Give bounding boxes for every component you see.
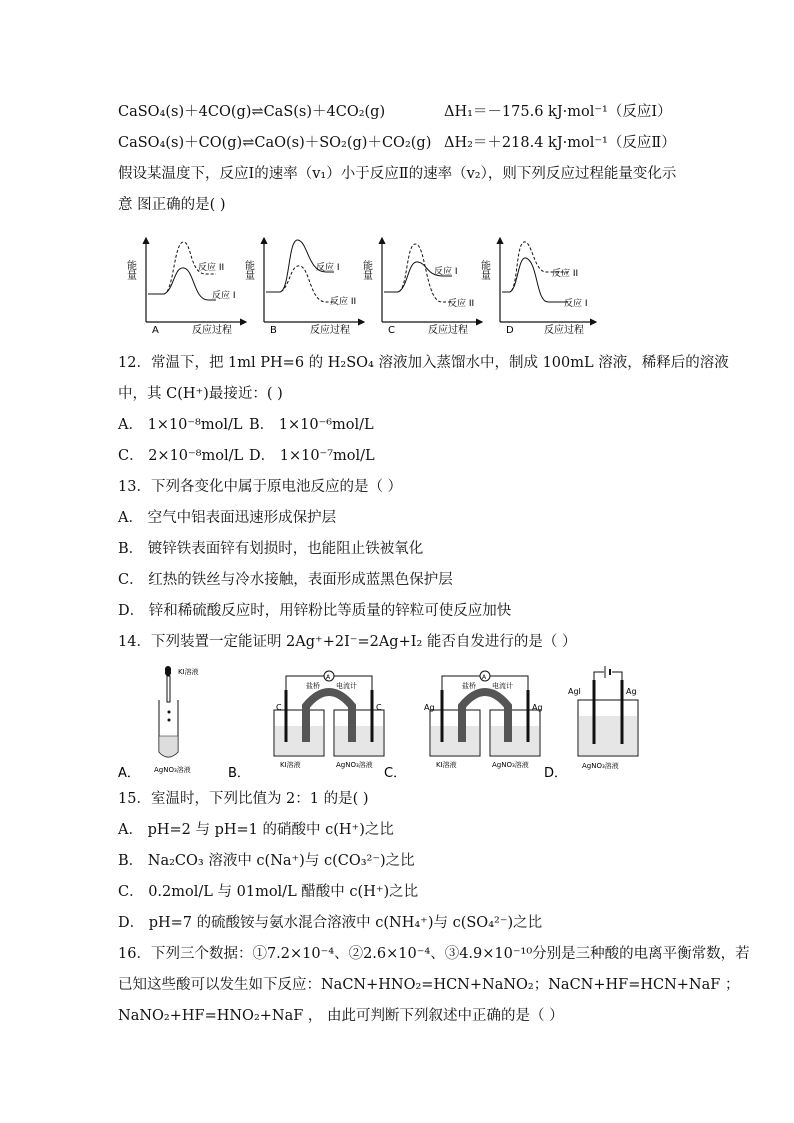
panel-b-x-label: 反应过程 (310, 325, 350, 336)
reaction-2-equation: CaSO₄(s)＋CO(g)⇌CaO(s)＋SO₂(g)＋CO₂(g) (118, 135, 432, 151)
q15-option-a: A． pH=2 与 pH=1 的硝酸中 c(H⁺)之比 (118, 822, 394, 838)
q15-stem: 15．室温时，下列比值为 2：1 的是( ) (118, 791, 369, 807)
panel-d-label-top: 反应 II (552, 269, 579, 279)
panel-b-label-bottom: 反应 II (330, 297, 357, 307)
panel-c-x-label: 反应过程 (428, 325, 468, 336)
y-axis-label: 能量 (360, 260, 372, 280)
panel-a-label-bottom: 反应 I (212, 291, 236, 301)
q12-option-d: D． 1×10⁻⁷mol/L (249, 448, 375, 464)
svg-text:A: A (482, 674, 487, 681)
energy-panel-a (125, 238, 247, 336)
q14-b-meter: 电流计 (336, 682, 357, 690)
q14-b-right-solution: AgNO₃溶液 (336, 761, 373, 769)
q13-option-b: B． 镀锌铁表面锌有划损时，也能阻止铁被氧化 (118, 541, 424, 557)
panel-c-letter: C (388, 325, 395, 336)
energy-panel-b (243, 238, 365, 336)
svg-text:A: A (326, 674, 331, 681)
y-axis-label: 能量 (124, 260, 136, 280)
q14-c-meter: 电流计 (492, 682, 513, 690)
q13-option-c: C． 红热的铁丝与冷水接触，表面形成蓝黑色保护层 (118, 572, 453, 588)
q14-d-solution: AgNO₃溶液 (582, 762, 619, 770)
q14-d-right-electrode: Ag (626, 687, 637, 696)
q14-b-salt-bridge: 盐桥 (306, 682, 320, 690)
q12-option-a: A． 1×10⁻⁸mol/L (118, 417, 243, 433)
q14-figure-b (228, 671, 384, 781)
reaction-2-enthalpy: ΔH₂＝＋218.4 kJ·mol⁻¹（反应Ⅱ） (444, 135, 676, 151)
q14-figure-d (544, 666, 638, 781)
q16-stem-line1: 16．下列三个数据：①7.2×10⁻⁴、②2.6×10⁻⁴、③4.9×10⁻¹⁰分别是三种酸的电离平衡常数，若 (118, 946, 750, 962)
q12-option-b: B． 1×10⁻⁶mol/L (249, 417, 374, 433)
q14-b-right-electrode: C (376, 703, 382, 712)
panel-a-letter: A (152, 325, 159, 336)
q13-option-d: D． 锌和稀硫酸反应时，用锌粉比等质量的锌粒可使反应加快 (118, 603, 512, 619)
q14-letter-a: A． (118, 766, 140, 781)
q11-stem-line1: 假设某温度下，反应Ⅰ的速率（v₁）小于反应Ⅱ的速率（v₂），则下列反应过程能量变化示 (118, 166, 677, 182)
q14-apparatus-figures (118, 660, 658, 780)
panel-d-label-bottom: 反应 I (564, 299, 588, 309)
q14-a-top-label: KI溶液 (178, 668, 199, 676)
q15-option-c: C． 0.2mol/L 与 01mol/L 醋酸中 c(H⁺)之比 (118, 884, 419, 900)
q14-c-left-solution: KI溶液 (436, 761, 457, 769)
energy-panel-d (479, 238, 597, 336)
panel-b-label-top: 反应 I (316, 263, 340, 273)
q14-c-left-electrode: Ag (424, 703, 435, 712)
energy-diagrams (124, 232, 598, 336)
panel-b-letter: B (270, 325, 277, 336)
panel-c-label-bottom: 反应 II (448, 299, 475, 309)
q14-letter-d: D． (544, 766, 568, 781)
q14-c-right-electrode: Ag (532, 703, 543, 712)
q12-option-c: C． 2×10⁻⁸mol/L (118, 448, 244, 464)
q14-letter-c: C． (384, 766, 407, 781)
energy-panel-c (361, 238, 483, 336)
q14-b-left-solution: KI溶液 (280, 761, 301, 769)
q14-a-bottom-label: AgNO₃溶液 (154, 766, 191, 774)
q13-stem: 13．下列各变化中属于原电池反应的是（ ） (118, 479, 403, 495)
panel-d-letter: D (506, 325, 514, 336)
panel-c-label-top: 反应 I (434, 267, 458, 277)
q14-letter-b: B． (228, 766, 250, 781)
panel-a-x-label: 反应过程 (192, 325, 232, 336)
q14-d-left-electrode: AgI (568, 687, 581, 696)
q14-b-left-electrode: C (276, 703, 282, 712)
reaction-1-equation: CaSO₄(s)＋4CO(g)⇌CaS(s)＋4CO₂(g) (118, 104, 386, 120)
q13-option-a: A． 空气中铝表面迅速形成保护层 (118, 510, 337, 526)
q11-stem-line2: 意 图正确的是( ) (118, 197, 226, 213)
q15-option-d: D． pH=7 的硫酸铵与氨水混合溶液中 c(NH₄⁺)与 c(SO₄²⁻)之比 (118, 915, 543, 931)
y-axis-label: 能量 (478, 260, 490, 280)
q16-stem-line2: 已知这些酸可以发生如下反应：NaCN+HNO₂=HCN+NaNO₂；NaCN+HF=HCN+NaF ； (118, 977, 740, 993)
q14-c-salt-bridge: 盐桥 (462, 682, 476, 690)
reaction-1-enthalpy: ΔH₁＝－175.6 kJ·mol⁻¹（反应Ⅰ） (444, 104, 672, 120)
q14-c-right-solution: AgNO₃溶液 (492, 761, 529, 769)
y-axis-label: 能量 (242, 260, 254, 280)
q16-stem-line3: NaNO₂+HF=HNO₂+NaF ， 由此可判断下列叙述中正确的是（ ） (118, 1008, 564, 1024)
panel-d-x-label: 反应过程 (544, 325, 584, 336)
q15-option-b: B． Na₂CO₃ 溶液中 c(Na⁺)与 c(CO₃²⁻)之比 (118, 853, 415, 869)
q14-figure-c (384, 671, 543, 781)
q14-stem: 14．下列装置一定能证明 2Ag⁺+2I⁻=2Ag+I₂ 能否自发进行的是（ ） (118, 634, 577, 650)
q12-stem-line2: 中，其 C(H⁺)最接近：( ) (118, 386, 283, 402)
q12-stem-line1: 12．常温下，把 1ml PH=6 的 H₂SO₄ 溶液加入蒸馏水中，制成 100mL 溶液，稀释后的溶液 (118, 355, 729, 371)
panel-a-label-top: 反应 II (198, 263, 225, 273)
q14-figure-a (118, 666, 199, 781)
